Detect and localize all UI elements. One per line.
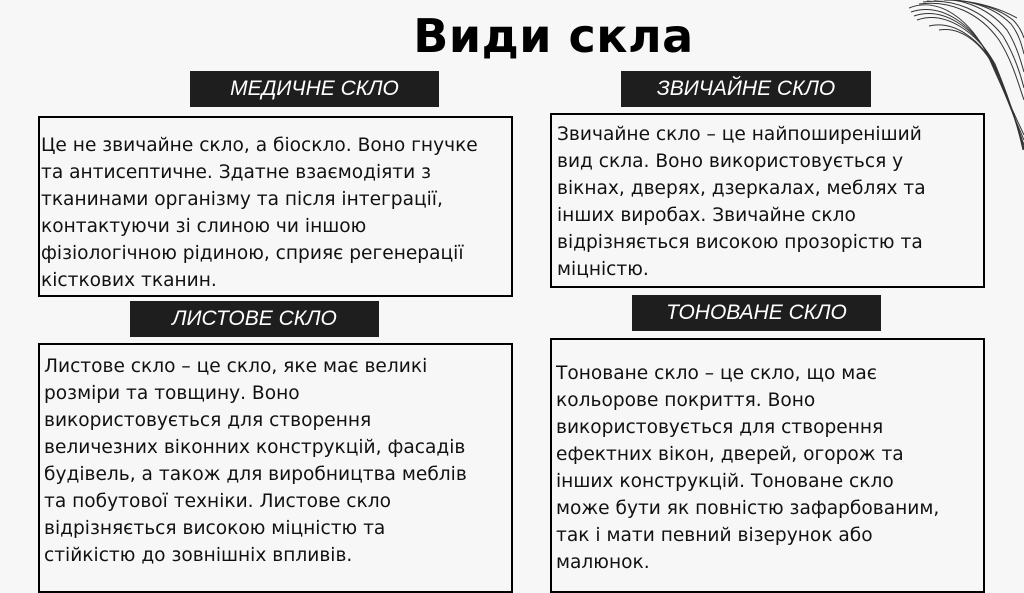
text-line: відрізняється високою міцністю та xyxy=(44,518,386,539)
text-line: інших конструкцій. Тоноване скло xyxy=(556,471,894,492)
text-line: розміри та товщину. Воно xyxy=(44,383,300,404)
text-line: величезних віконних конструкцій, фасадів xyxy=(44,437,466,458)
text-line: малюнок. xyxy=(556,552,650,573)
text-line: вікнах, дверях, дзеркалах, меблях та xyxy=(557,178,926,199)
label-medical-glass: МЕДИЧНЕ СКЛО xyxy=(190,71,439,107)
text-line: ефектних вікон, дверей, огорож та xyxy=(556,444,904,465)
text-tinted-glass xyxy=(556,360,939,576)
label-sheet-glass: ЛИСТОВЕ СКЛО xyxy=(130,301,379,337)
text-line: будівель, а також для виробництва меблів xyxy=(44,464,467,485)
text-line: міцністю. xyxy=(557,259,649,280)
label-ordinary-glass: ЗВИЧАЙНЕ СКЛО xyxy=(621,71,871,107)
text-ordinary-glass xyxy=(557,121,926,283)
text-medical-glass xyxy=(41,132,478,294)
text-line: контактуючи зі слиною чи іншою xyxy=(41,216,367,237)
text-line: Тоноване скло – це скло, що має xyxy=(556,363,877,384)
text-line: кольорове покриття. Воно xyxy=(556,390,816,411)
text-line: вид скла. Воно використовується у xyxy=(557,151,904,172)
text-line: використовується для створення xyxy=(556,417,884,438)
text-line: Листове скло – це скло, яке має великі xyxy=(44,356,428,377)
label-tinted-glass: ТОНОВАНЕ СКЛО xyxy=(632,295,881,331)
text-line: та антисептичне. Здатне взаємодіяти з xyxy=(41,162,432,183)
text-line: Це не звичайне скло, а біоскло. Воно гнучке xyxy=(41,135,478,156)
text-line: може бути як повністю зафарбованим, xyxy=(556,498,940,519)
text-line: використовується для створення xyxy=(44,410,372,431)
page-title: Види скла xyxy=(413,9,694,63)
text-line: інших виробах. Звичайне скло xyxy=(557,205,856,226)
text-line: кісткових тканин. xyxy=(41,270,217,291)
text-line: так і мати певний візерунок або xyxy=(556,525,873,546)
text-line: та побутової техніки. Листове скло xyxy=(44,491,392,512)
text-line: Звичайне скло – це найпоширеніший xyxy=(557,124,922,145)
text-line: фізіологічною рідиною, сприяє регенерації xyxy=(41,243,464,264)
text-sheet-glass xyxy=(44,353,467,569)
text-line: тканинами організму та після інтеграції, xyxy=(41,189,443,210)
text-line: відрізняється високою прозорістю та xyxy=(557,232,923,253)
text-line: стійкістю до зовнішніх впливів. xyxy=(44,545,353,566)
